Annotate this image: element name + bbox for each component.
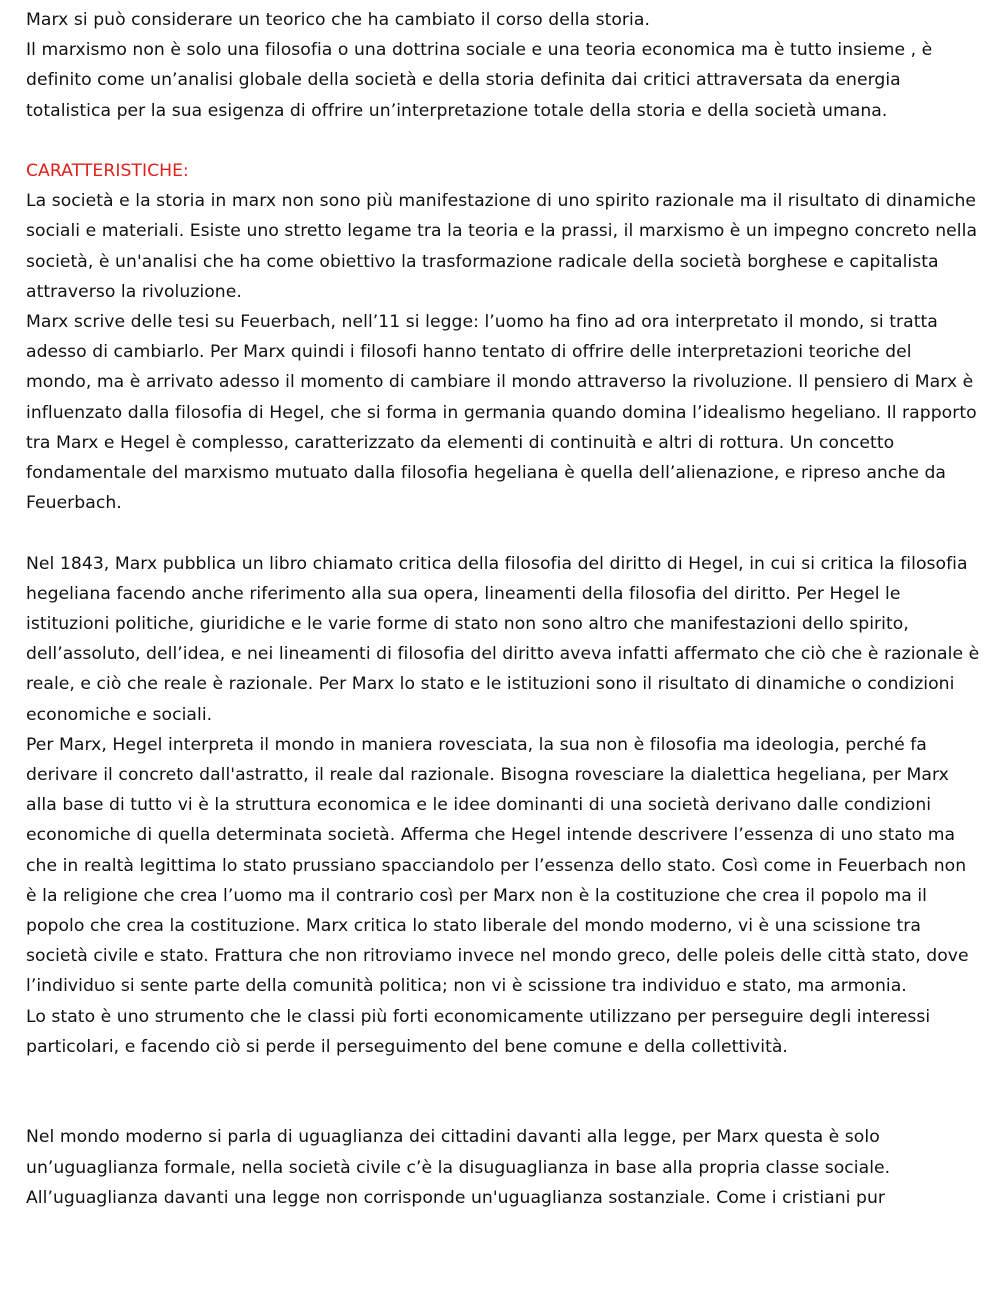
section-heading: CARATTERISTICHE:: [26, 161, 189, 181]
section1-paragraph-2: Marx scrive delle tesi su Feuerbach, nell’11 si legge: l’uomo ha fino ad ora interpretato il mondo, si tratta adesso di cambiarlo. Per Marx quindi i filosofi hanno tentato di offrire delle interpretazioni teoriche del mondo, ma è arrivato adesso il momento di cambiare il mondo attraverso la rivoluzione. Il pensiero di Marx è influenzato dalla filosofia di Hegel, che si forma in germania quando domina l’idealismo hegeliano. Il rapporto tra Marx e Hegel è complesso, caratterizzato da elementi di continuità e altri di rottura. Un concetto fondamentale del marxismo mutuato dalla filosofia hegeliana è quella dell’alienazione, e ripreso anche da Feuerbach.: [26, 312, 977, 514]
spacer: [26, 1062, 981, 1122]
intro-paragraph-1: Marx si può considerare un teorico che ha cambiato il corso della storia.: [26, 10, 650, 30]
spacer: [26, 126, 981, 156]
section2-paragraph-2: Per Marx, Hegel interpreta il mondo in maniera rovesciata, la sua non è filosofia ma ideologia, perché fa derivare il concreto dall'astratto, il reale dal razionale. Bisogna rovesciare la dialettica hegeliana, per Marx alla base di tutto vi è la struttura economica e le idee dominanti di una società derivano dalle condizioni economiche di quella determinata società. Afferma che Hegel intende descrivere l’essenza di uno stato ma che in realtà legittima lo stato prussiano spacciandolo per l’essenza dello stato. Così come in Feuerbach non è la religione che crea l’uomo ma il contrario così per Marx non è la costituzione che crea il popolo ma il popolo che crea la costituzione. Marx critica lo stato liberale del mondo moderno, vi è una scissione tra società civile e stato. Frattura che non ritroviamo invece nel mondo greco, delle poleis delle città stato, dove l’individuo si sente parte della comunità politica; non vi è scissione tra individuo e stato, ma armonia.: [26, 734, 969, 997]
document-page: [26, 5, 981, 1213]
spacer: [26, 518, 981, 548]
intro-paragraph-2: Il marxismo non è solo una filosofia o una dottrina sociale e una teoria economica ma è tutto insieme , è definito come un’analisi globale della società e della storia definita dai critici attraversata da energia totalistica per la sua esigenza di offrire un’interpretazione totale della storia e della società umana.: [26, 40, 933, 121]
section2-paragraph-3: Lo stato è uno strumento che le classi più forti economicamente utilizzano per perseguire degli interessi particolari, e facendo ciò si perde il perseguimento del bene comune e della collettività.: [26, 1006, 931, 1057]
section3-paragraph-1: Nel mondo moderno si parla di uguaglianza dei cittadini davanti alla legge, per Marx questa è solo un’uguaglianza formale, nella società civile c’è la disuguaglianza in base alla propria classe sociale. All’uguaglianza davanti una legge non corrisponde un'uguaglianza sostanziale. Come i cristiani pur: [26, 1127, 891, 1208]
section2-paragraph-1: Nel 1843, Marx pubblica un libro chiamato critica della filosofia del diritto di Hegel, in cui si critica la filosofia hegeliana facendo anche riferimento alla sua opera, lineamenti della filosofia del diritto. Per Hegel le istituzioni politiche, giuridiche e le varie forme di stato non sono altro che manifestazioni dello spirito, dell’assoluto, dell’idea, e nei lineamenti di filosofia del diritto aveva infatti affermato che ciò che è razionale è reale, e ciò che reale è razionale. Per Marx lo stato e le istituzioni sono il risultato di dinamiche o condizioni economiche e sociali.: [26, 553, 980, 725]
section1-paragraph-1: La società e la storia in marx non sono più manifestazione di uno spirito razionale ma il risultato di dinamiche sociali e materiali. Esiste uno stretto legame tra la teoria e la prassi, il marxismo è un impegno concreto nella società, è un'analisi che ha come obiettivo la trasformazione radicale della società borghese e capitalista attraverso la rivoluzione.: [26, 191, 978, 302]
